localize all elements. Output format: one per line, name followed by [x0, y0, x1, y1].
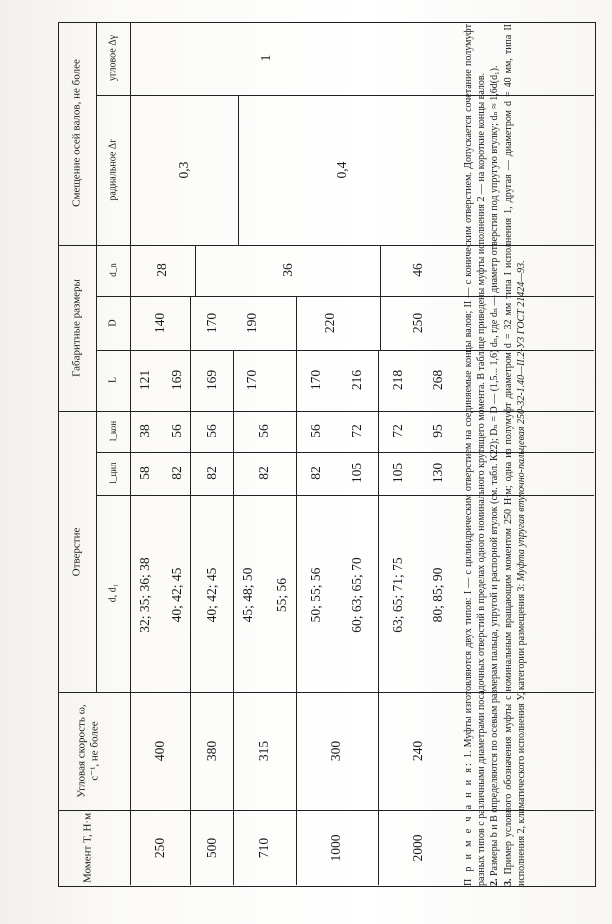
row5-lcon-a-text: 72 [390, 424, 406, 438]
row1-lcyl-a-text: 58 [137, 466, 153, 480]
row4-lcon-b-text: 72 [349, 424, 365, 438]
row2-D [204, 313, 220, 333]
row1-lcon-a [137, 424, 153, 438]
header-angular-label: угловое Δγ [107, 34, 119, 82]
merged-radial-03-text: 0,3 [176, 161, 192, 179]
note-1-lead: П р и м е ч а н и я: [463, 761, 474, 886]
row4-L-a-text: 170 [308, 369, 324, 391]
row-sep-710-1000-a [296, 296, 297, 885]
header-dims-group-label: Габаритные размеры [70, 279, 83, 377]
row4-lcon-b [349, 424, 365, 438]
row3-hole-b [274, 578, 290, 612]
row5-L-b-text: 268 [430, 369, 446, 391]
row4-lcyl-b [349, 463, 365, 483]
header-L-label: L [107, 376, 119, 384]
row1-moment-text: 250 [152, 837, 168, 859]
row5-lcon-a [390, 424, 406, 438]
row5-moment-text: 2000 [410, 834, 426, 862]
merged-dn-36-text: 36 [280, 263, 296, 277]
note-2-text: Размеры b и B определяются по осевым размерам пальца, упругой и распорной втулок (см. табл. К22); Dₙ = D — (1,5... 1,6) dₙ, где dₙ — диаметр отверстия под упругую втулку; dₙ ≈ 1,6d(d₁). [489, 65, 501, 879]
row4-lcon-a-text: 56 [308, 424, 324, 438]
merged-radial-03 [176, 162, 192, 179]
row2-lcon [204, 424, 220, 438]
row1-L-b [169, 370, 185, 390]
row5-dn [410, 263, 426, 277]
row4-moment [328, 835, 344, 862]
header-hole-group-label: Отверстие [70, 527, 83, 577]
header-l-cyl [108, 462, 118, 483]
note-3-num: 3. [502, 878, 514, 886]
row4-moment-text: 1000 [328, 834, 344, 862]
row2-moment-text: 500 [204, 837, 220, 859]
row5-speed-text: 240 [410, 740, 426, 762]
row2-hole-text: 40; 42; 45 [204, 567, 220, 623]
radial-split [238, 95, 239, 245]
note-3-text: Пример условного обозначения муфты с номинальным вращающим моментом 250 Н·м; одна из полумуфт диаметром d = 32 мм типа I исполнения 1, другая — диаметром d = 40 мм, типа II исполнения 2, климатического исполнения У, категории размещения 3: [502, 24, 527, 886]
row5-hole-b [430, 568, 446, 623]
header-d-d1-label: d, d₁ [107, 583, 119, 603]
row5-lcyl-a-text: 105 [390, 462, 406, 484]
row4-lcyl-a [308, 466, 324, 480]
header-body-separator [130, 22, 131, 885]
note-1-text: 1. Муфты изготовляются двух типов: I — с цилиндрическим отверстием на соединяемые концы валов; II — с коническим отверстием. Допускается сочетание полумуфт разных типов с различными диаметрами посадочных отверстий в пределах одного номинального крутящего момента. В таблице приведены муфты исполнения 2 — на короткие концы валов. [463, 23, 488, 886]
row4-L-a [308, 370, 324, 390]
row2-D-text: 170 [204, 312, 220, 334]
header-l-cyl-label: l_цил [107, 462, 118, 484]
row1-L-a [137, 370, 153, 390]
row4-speed-text: 300 [328, 740, 344, 762]
row-sep-1000-2000-dn [380, 245, 381, 350]
row5-speed [410, 741, 426, 761]
header-angular [107, 35, 119, 81]
row2-L [204, 370, 220, 390]
header-D-label: D [107, 319, 119, 327]
row1-lcon-b [169, 424, 185, 438]
group-title-line-shift [96, 22, 97, 245]
header-d-d1 [107, 584, 119, 603]
row1-lcyl-b [169, 466, 185, 480]
row3-lcon-text: 56 [256, 424, 272, 438]
row5-hole-b-text: 80; 85; 90 [430, 567, 446, 623]
row1-lcon-a-text: 38 [137, 424, 153, 438]
row1-moment [152, 838, 168, 858]
merged-angular-1-text: 1 [258, 54, 274, 62]
header-L [107, 377, 119, 383]
row-sep-500-710-a [233, 350, 234, 885]
note-2-num: 2. [489, 878, 501, 886]
row5-lcyl-b [430, 463, 446, 483]
row1-dn-text: 28 [154, 263, 170, 277]
row5-hole-a-text: 63; 65; 71; 75 [390, 557, 406, 633]
note-3-italic: Муфта упругая втулочно-пальцевая 250-32-1.40—II.2-У3 ГОСТ 21424—93. [515, 260, 527, 582]
row2-speed-text: 380 [204, 740, 220, 762]
row-sep-250-500-a [190, 296, 191, 885]
row1-hole-b [169, 568, 185, 623]
merged-angular-1 [258, 55, 274, 62]
row4-lcon-a [308, 424, 324, 438]
row2-lcon-text: 56 [204, 424, 220, 438]
row4-lcyl-a-text: 82 [308, 466, 324, 480]
merged-dn-36 [280, 263, 296, 277]
row5-lcon-b-text: 95 [430, 424, 446, 438]
row1-speed-text: 400 [152, 740, 168, 762]
row1-D [152, 313, 168, 333]
row2-speed [204, 741, 220, 761]
row2-hole [204, 568, 220, 623]
header-l-con [108, 421, 118, 441]
row5-L-b [430, 370, 446, 390]
row-sep-1000-2000-a [378, 350, 379, 885]
header-l-con-label: l_кон [107, 420, 118, 442]
header-shift-group [71, 59, 84, 207]
header-hole-group [71, 528, 84, 577]
header-dn [108, 263, 118, 277]
row1-lcyl-b-text: 82 [169, 466, 185, 480]
header-shift-group-label: Смещение осей валов, не более [70, 59, 83, 207]
row1-hole-a-text: 32; 35; 36; 38 [137, 557, 153, 633]
row5-D-text: 250 [410, 312, 426, 334]
row3-L-text: 170 [244, 369, 260, 391]
note-2 [488, 24, 501, 886]
row4-L-b [349, 370, 365, 390]
row4-hole-a-text: 50; 55; 56 [308, 567, 324, 623]
note-3 [502, 24, 528, 886]
row4-lcyl-b-text: 105 [349, 462, 365, 484]
row-sep-500-710-dn [195, 245, 196, 296]
row3-moment-text: 710 [256, 837, 272, 859]
row4-L-b-text: 216 [349, 369, 365, 391]
row2-lcyl-text: 82 [204, 466, 220, 480]
row2-lcyl [204, 466, 220, 480]
merged-radial-04-text: 0,4 [334, 161, 350, 179]
row3-L [244, 370, 260, 390]
row5-dn-text: 46 [410, 263, 426, 277]
row1-speed [152, 741, 168, 761]
header-speed [75, 701, 100, 801]
row1-lcon-b-text: 56 [169, 424, 185, 438]
row5-moment [410, 835, 426, 862]
row1-L-a-text: 121 [137, 369, 153, 391]
row5-L-a [390, 370, 406, 390]
header-radial [107, 139, 119, 200]
header-moment-label: Момент T, Н·м [81, 812, 94, 884]
header-D [107, 319, 119, 326]
group-title-line-hole-dims [96, 245, 97, 692]
row3-D-text: 190 [244, 312, 260, 334]
row5-L-a-text: 218 [390, 369, 406, 391]
row3-lcyl [256, 466, 272, 480]
row5-lcyl-b-text: 130 [430, 462, 446, 484]
row3-hole-b-text: 55; 56 [274, 577, 290, 613]
header-moment [82, 813, 95, 883]
row1-dn [154, 263, 170, 277]
header-radial-label: радиальное Δr [107, 139, 119, 201]
row1-L-b-text: 169 [169, 369, 185, 391]
row4-D [322, 313, 338, 333]
header-dims-group [71, 279, 84, 377]
row3-hole-a [240, 568, 256, 623]
note-1 [462, 24, 488, 886]
row5-D [410, 313, 426, 333]
row5-lcyl-a [390, 463, 406, 483]
row1-hole-b-text: 40; 42; 45 [169, 567, 185, 623]
row4-hole-b-text: 60; 63; 65; 70 [349, 557, 365, 633]
row2-moment [204, 838, 220, 858]
header-dn-label: d_n [107, 263, 118, 277]
notes [462, 24, 528, 886]
row4-hole-b [349, 557, 365, 632]
row3-hole-a-text: 45; 48; 50 [240, 567, 256, 623]
row4-speed [328, 741, 344, 761]
row3-lcyl-text: 82 [256, 466, 272, 480]
row1-lcyl-a [137, 466, 153, 480]
header-speed-label: Угловая скорость ω, с⁻¹, не более [75, 704, 100, 798]
merged-radial-04 [334, 162, 350, 179]
row5-lcon-b [430, 424, 446, 438]
row2-L-text: 169 [204, 369, 220, 391]
row1-hole-a [137, 557, 153, 632]
row4-D-text: 220 [322, 312, 338, 334]
row1-D-text: 140 [152, 312, 168, 334]
row3-speed-text: 315 [256, 740, 272, 762]
row3-speed [256, 741, 272, 761]
row3-D [244, 313, 260, 333]
row4-hole-a [308, 568, 324, 623]
row3-lcon [256, 424, 272, 438]
row5-hole-a [390, 557, 406, 632]
row3-moment [256, 838, 272, 858]
